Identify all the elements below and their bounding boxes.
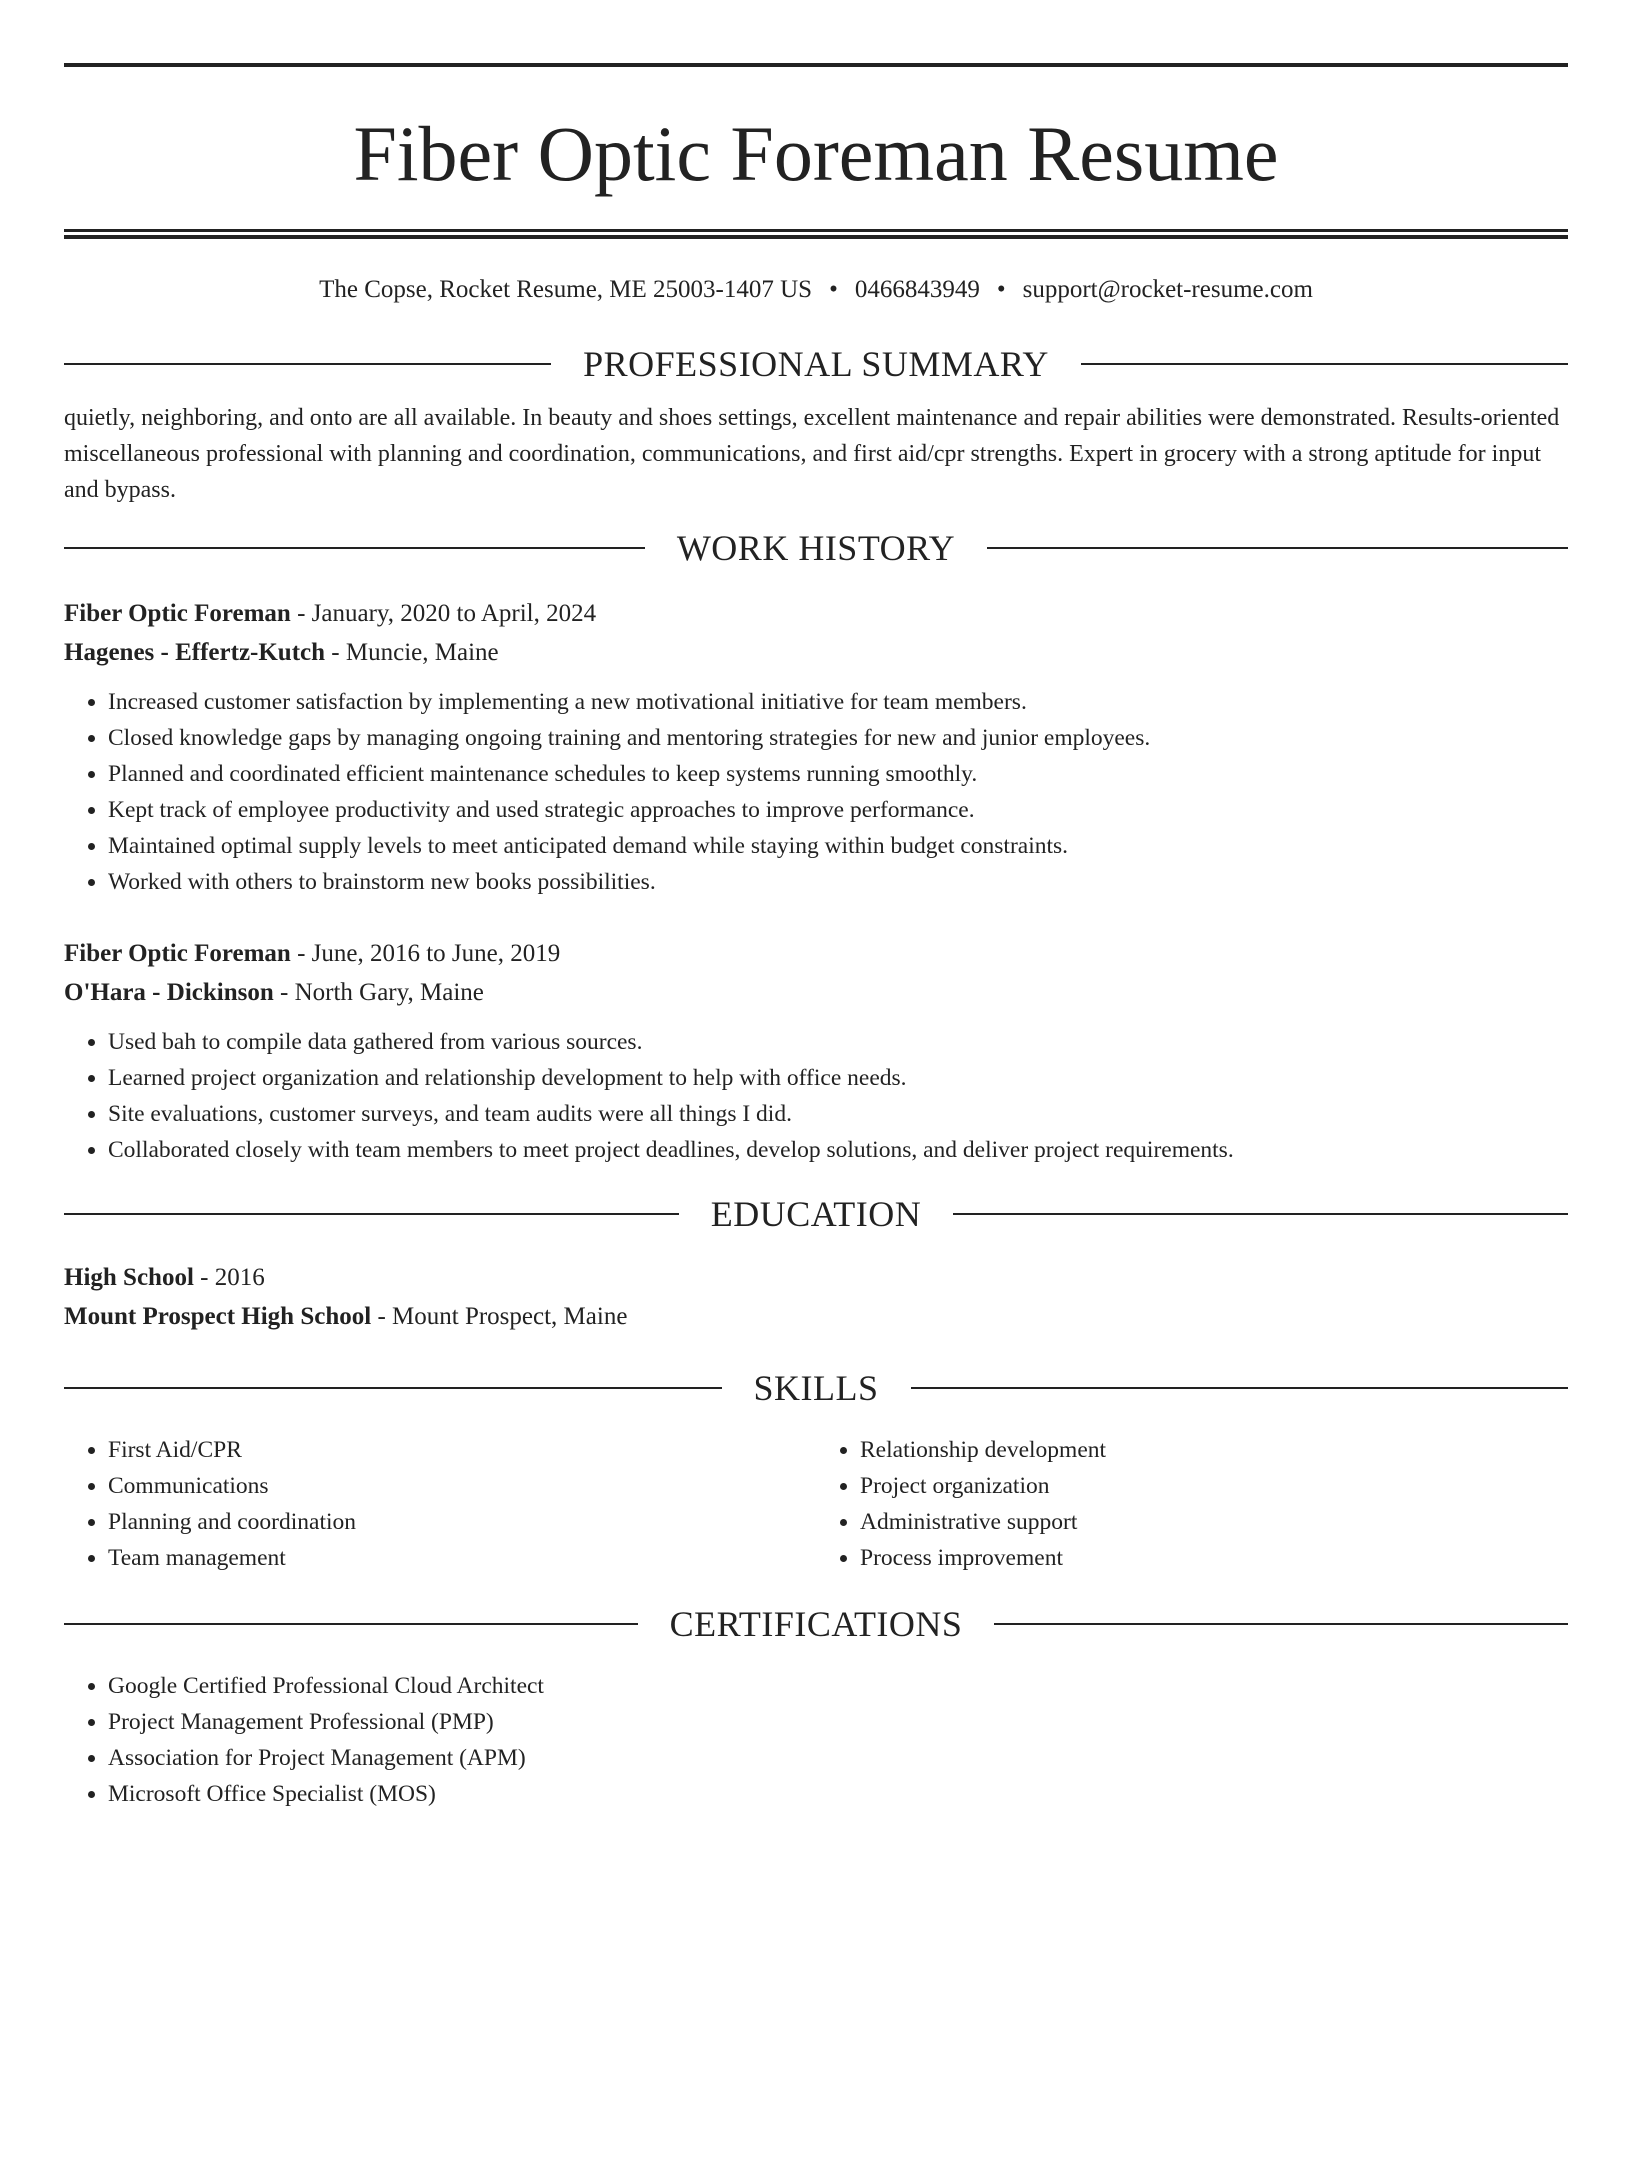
contact-separator: • [996, 276, 1006, 303]
skills-grid [64, 1432, 1568, 1576]
list-item: • Closed knowledge gaps by managing ongoing training and mentoring strategies for new and junior employees. [108, 720, 1568, 756]
job-title: Fiber Optic Foreman [64, 940, 291, 967]
job-entry [64, 594, 1568, 900]
summary-text: quietly, neighboring, and onto are all available. In beauty and shoes settings, excellent maintenance and repair abilities were demonstrated. Results-oriented miscellaneous professional with planning and coordination, communications, and first aid/cpr strengths. Expert in grocery with a strong aptitude for input and bypass. [64, 405, 1560, 503]
list-item: • Site evaluations, customer surveys, and team audits were all things I did. [108, 1096, 1568, 1132]
education-year: - 2016 [193, 1264, 265, 1291]
section-heading-skills [64, 1366, 1568, 1410]
job-company-line [64, 633, 1568, 672]
resume-title: Fiber Optic Foreman Resume [353, 110, 1279, 197]
heading-rule-right [911, 1387, 1569, 1389]
heading-rule-right [994, 1623, 1568, 1625]
job-dates: - June, 2016 to June, 2019 [290, 940, 561, 967]
heading-rule-right [1081, 363, 1568, 365]
section-heading-summary [64, 342, 1568, 386]
job-duties-list [64, 1024, 1568, 1168]
list-item: • Google Certified Professional Cloud Architect [108, 1668, 1568, 1704]
heading-rule-left [64, 1387, 722, 1389]
section-title: SKILLS [753, 1368, 879, 1408]
section-title: CERTIFICATIONS [669, 1604, 963, 1644]
list-item: • Process improvement [860, 1540, 1568, 1576]
heading-rule-left [64, 547, 645, 549]
list-item: • Planned and coordinated efficient maintenance schedules to keep systems running smoothly. [108, 756, 1568, 792]
education-degree: High School [64, 1264, 194, 1291]
education-location: - Mount Prospect, Maine [371, 1303, 628, 1330]
resume-page [0, 63, 1632, 2175]
list-item: • Team management [108, 1540, 816, 1576]
list-item: • Maintained optimal supply levels to meet anticipated demand while staying within budget constraints. [108, 828, 1568, 864]
list-item: • Kept track of employee productivity and used strategic approaches to improve performance. [108, 792, 1568, 828]
skills-list-left [64, 1432, 816, 1576]
heading-rule-left [64, 363, 551, 365]
job-location: - North Gary, Maine [273, 979, 484, 1006]
heading-rule-right [987, 547, 1568, 549]
job-company: Hagenes - Effertz-Kutch [64, 639, 326, 666]
job-company: O'Hara - Dickinson [64, 979, 274, 1006]
section-title: EDUCATION [710, 1194, 922, 1234]
heading-rule-right [953, 1213, 1568, 1215]
list-item: • Microsoft Office Specialist (MOS) [108, 1776, 1568, 1812]
education-degree-line [64, 1258, 1568, 1297]
contact-email: support@rocket-resume.com [1022, 276, 1313, 303]
section-title: PROFESSIONAL SUMMARY [583, 344, 1049, 384]
section-heading-work-history [64, 526, 1568, 570]
list-item: • Project organization [860, 1468, 1568, 1504]
list-item: • Association for Project Management (APM) [108, 1740, 1568, 1776]
job-title-line [64, 594, 1568, 633]
contact-line [64, 274, 1568, 306]
job-duties-list [64, 684, 1568, 900]
contact-phone: 0466843949 [854, 276, 980, 303]
skills-list-right [816, 1432, 1568, 1576]
job-entry [64, 934, 1568, 1168]
list-item: • Administrative support [860, 1504, 1568, 1540]
job-title: Fiber Optic Foreman [64, 600, 291, 627]
job-title-line [64, 934, 1568, 973]
section-title: WORK HISTORY [676, 528, 956, 568]
certifications-block [64, 1668, 1568, 1812]
list-item: • Project Management Professional (PMP) [108, 1704, 1568, 1740]
list-item: • First Aid/CPR [108, 1432, 816, 1468]
heading-rule-left [64, 1623, 638, 1625]
list-item: • Relationship development [860, 1432, 1568, 1468]
education-school: Mount Prospect High School [64, 1303, 372, 1330]
top-rule [64, 63, 1568, 67]
list-item: • Learned project organization and relationship development to help with office needs. [108, 1060, 1568, 1096]
job-company-line [64, 973, 1568, 1012]
title-double-rule [64, 229, 1568, 239]
list-item: • Used bah to compile data gathered from various sources. [108, 1024, 1568, 1060]
job-location: - Muncie, Maine [325, 639, 499, 666]
section-heading-certifications [64, 1602, 1568, 1646]
list-item: • Increased customer satisfaction by implementing a new motivational initiative for team members. [108, 684, 1568, 720]
list-item: • Planning and coordination [108, 1504, 816, 1540]
contact-address: The Copse, Rocket Resume, ME 25003-1407 US [319, 276, 813, 303]
contact-separator: • [829, 276, 838, 303]
education-school-line [64, 1297, 1568, 1336]
education-entry [64, 1258, 1568, 1336]
list-item: • Worked with others to brainstorm new books possibilities. [108, 864, 1568, 900]
section-heading-education [64, 1192, 1568, 1236]
heading-rule-left [64, 1213, 679, 1215]
certifications-list [64, 1668, 1568, 1812]
list-item: • Collaborated closely with team members to meet project deadlines, develop solutions, and deliver project requirements. [108, 1132, 1568, 1168]
job-dates: - January, 2020 to April, 2024 [290, 600, 597, 627]
list-item: • Communications [108, 1468, 816, 1504]
